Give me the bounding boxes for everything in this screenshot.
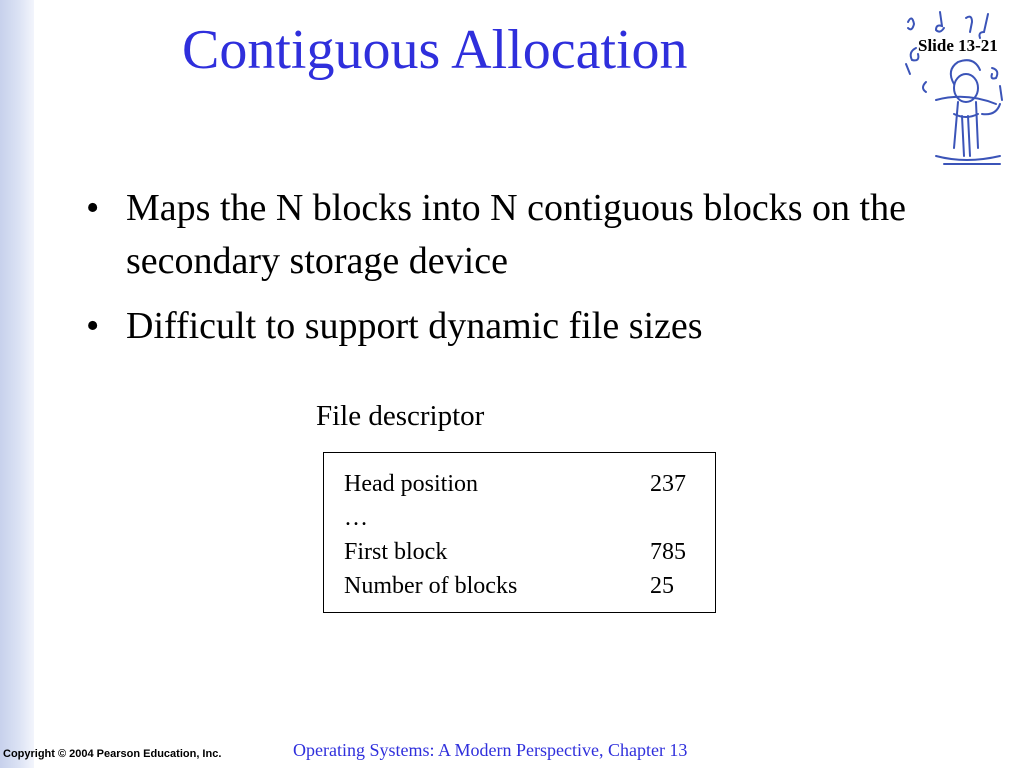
row-value: 237 (650, 471, 686, 497)
file-descriptor-caption: File descriptor (316, 400, 485, 432)
file-descriptor-row (344, 503, 650, 533)
bullet-item (86, 182, 966, 288)
bullet-marker: • (86, 305, 100, 347)
file-descriptor-box (323, 452, 716, 613)
bullet-item (86, 300, 966, 353)
file-descriptor-row (344, 469, 686, 499)
row-label: … (344, 505, 368, 531)
row-label: First block (344, 539, 448, 565)
side-gradient-bar (0, 0, 34, 768)
music-notes-figure-icon (896, 4, 1020, 174)
slide-number: Slide 13-21 (918, 36, 998, 55)
row-value: 785 (650, 539, 686, 565)
bullet-marker: • (86, 187, 100, 229)
row-label: Head position (344, 471, 478, 497)
file-descriptor-row (344, 537, 686, 567)
copyright-notice: Copyright © 2004 Pearson Education, Inc. (3, 748, 222, 760)
row-label: Number of blocks (344, 573, 518, 599)
slide-title: Contiguous Allocation (182, 19, 688, 81)
file-descriptor-row (344, 571, 674, 601)
bullet-text: Maps the N blocks into N contiguous blocks on the secondary storage device (126, 187, 906, 282)
row-value: 25 (650, 573, 674, 599)
book-footer: Operating Systems: A Modern Perspective, Chapter 13 (293, 740, 688, 760)
bullet-list (86, 182, 966, 365)
bullet-text: Difficult to support dynamic file sizes (126, 305, 703, 347)
